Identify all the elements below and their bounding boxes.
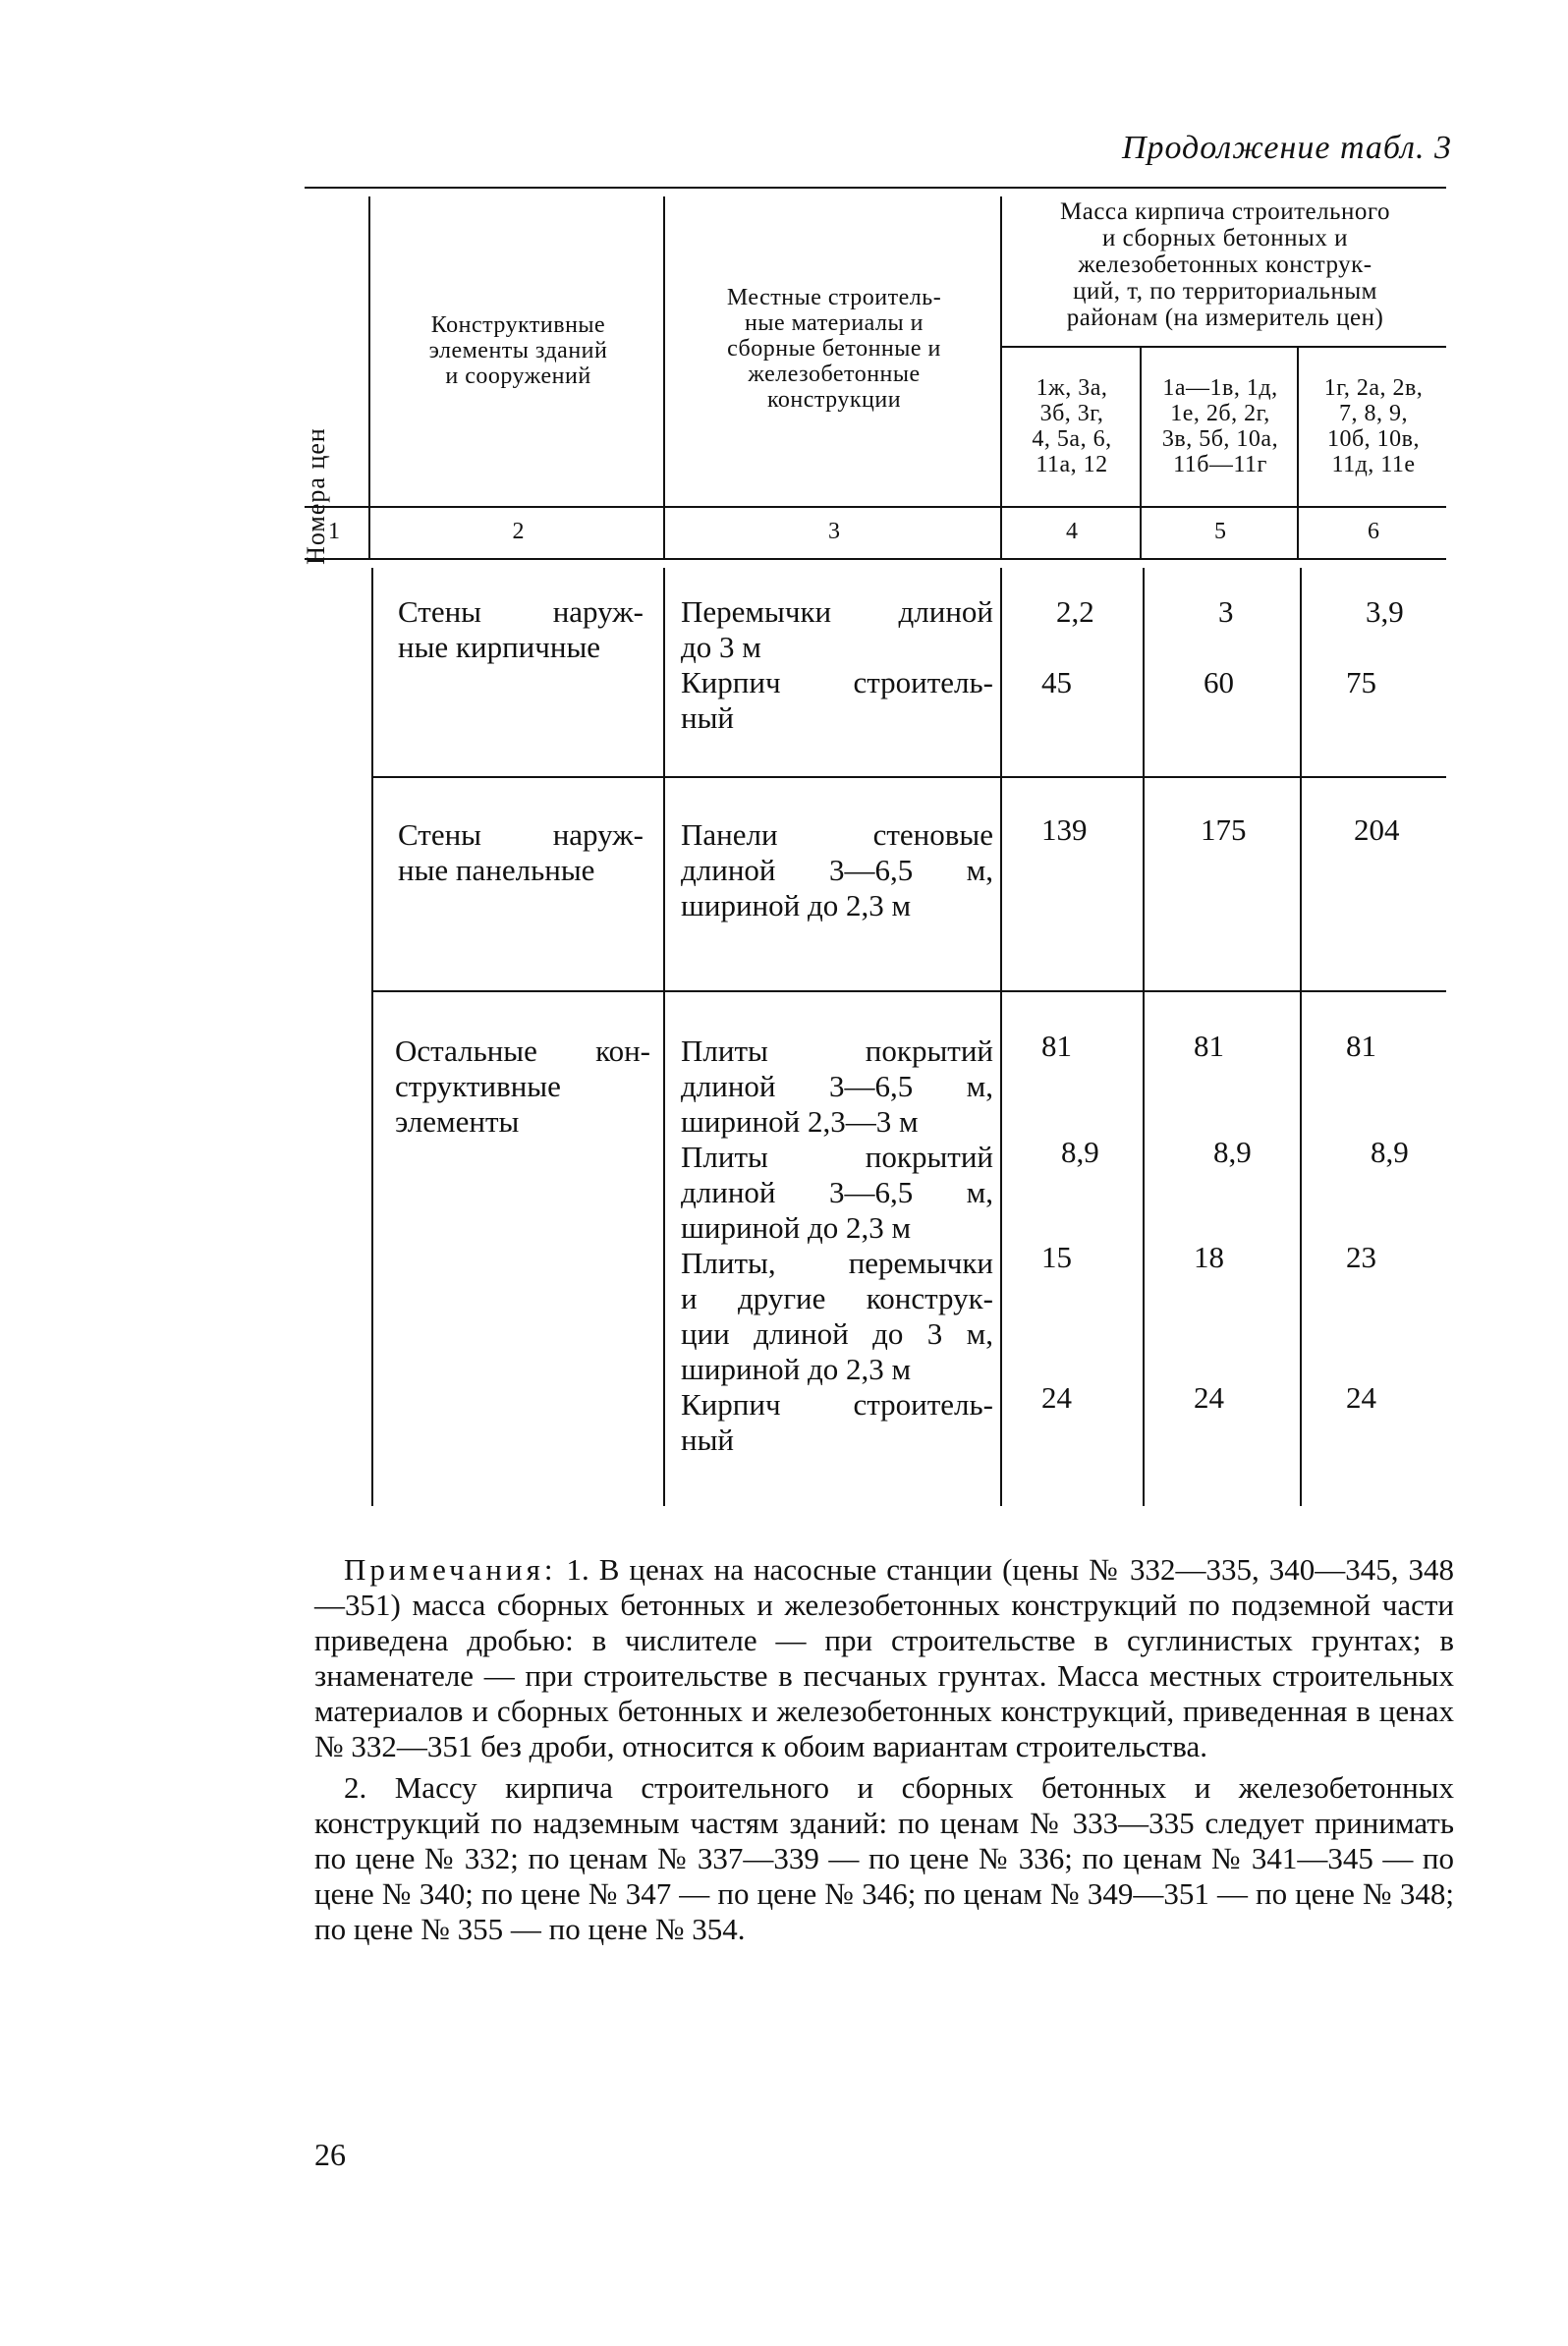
note-2: 2. Массу кирпича строительного и сборных бетонных и железобетонных конструкций по надземным частям зданий: по ценам № 333—335 следует принимать по цене № 332; по ценам № 337—339 — по цене № 336; по ценам № 341—345 — по цене № 340; по цене № 347 — по цене № 346; по ценам № 349—351 — по цене № 348; по цене № 355 — по цене № 354. xyxy=(314,1770,1454,1946)
row-material-cell: Панели стеновые длиной 3—6,5 м, шириной до 2,3 м xyxy=(681,817,993,922)
value-cell: 24 xyxy=(1346,1380,1376,1415)
value-cell: 8,9 xyxy=(1061,1135,1099,1169)
value-cell: 75 xyxy=(1346,665,1376,699)
notes-label: Примечания: xyxy=(344,1552,557,1587)
value-cell: 45 xyxy=(1041,665,1072,699)
col-divider xyxy=(1300,568,1302,1506)
col-divider xyxy=(663,196,665,558)
value-cell: 2,2 xyxy=(1056,594,1094,629)
col-divider xyxy=(1143,568,1145,1506)
value-cell: 8,9 xyxy=(1213,1135,1252,1169)
table-caption: Продолжение табл. 3 xyxy=(1121,130,1452,166)
note-1: Примечания: 1. В ценах на насосные станции (цены № 332—335, 340—345, 348—351) масса сборных бетонных и железобетонных конструкций по подземной части приведена дробью: в числителе — при строительстве в суглинистых грунтах; в знаменателе — при строительстве в песчаных грунтах. Масса местных строительных материалов и сборных бетонных и железобетонных конструкций, приведенная в ценах № 332—351 без дроби, относится к обоим вариантам строительства. xyxy=(314,1552,1454,1763)
header-region-group-1: 1ж, 3а, 3б, 3г, 4, 5а, 6, 11а, 12 xyxy=(1032,375,1112,477)
column-number: 6 xyxy=(1368,519,1379,544)
value-cell: 204 xyxy=(1354,812,1400,847)
header-bottom-rule xyxy=(305,506,1446,508)
header-region-group-2: 1а—1в, 1д, 1е, 2б, 2г, 3в, 5б, 10а, 11б—11г xyxy=(1161,375,1279,477)
column-number: 5 xyxy=(1214,519,1226,544)
value-cell: 81 xyxy=(1194,1029,1224,1063)
value-cell: 175 xyxy=(1201,812,1247,847)
header-region-group-3: 1г, 2а, 2в, 7, 8, 9, 10б, 10в, 11д, 11е xyxy=(1323,375,1424,477)
col-divider xyxy=(368,196,370,558)
value-cell: 81 xyxy=(1346,1029,1376,1063)
header-local-materials: Местные строитель- ные материалы и сборные бетонные и железобетонные конструкции xyxy=(726,285,942,413)
row-element-cell: Стены наруж- ные панельные xyxy=(398,817,644,887)
column-number: 2 xyxy=(512,519,525,544)
col-divider xyxy=(663,568,665,1506)
column-number: 1 xyxy=(328,519,340,544)
row-material-cell: Плиты покрытий длиной 3—6,5 м, шириной 2,3—3 м Плиты покрытий длиной 3—6,5 м, шириной до 2,3 м Плиты, перемычки и другие конструк- ции длиной до 3 м, шириной до 2,3 м Кирпич строитель- ный xyxy=(681,1033,993,1457)
value-cell: 15 xyxy=(1041,1240,1072,1274)
value-cell: 24 xyxy=(1194,1380,1224,1415)
value-cell: 23 xyxy=(1346,1240,1376,1274)
value-cell: 139 xyxy=(1041,812,1088,847)
row-divider xyxy=(373,990,1446,992)
column-number: 4 xyxy=(1066,519,1078,544)
value-cell: 3 xyxy=(1218,594,1234,629)
value-cell: 81 xyxy=(1041,1029,1072,1063)
row-material-cell: Перемычки длиной до 3 м Кирпич строитель- ный xyxy=(681,594,993,735)
col-divider xyxy=(1000,568,1002,1506)
col-divider xyxy=(371,568,373,1506)
row-element-cell: Остальные кон- структивные элементы xyxy=(395,1033,650,1139)
value-cell: 18 xyxy=(1194,1240,1224,1274)
value-cell: 8,9 xyxy=(1371,1135,1409,1169)
page-number: 26 xyxy=(314,2137,346,2172)
value-cell: 60 xyxy=(1204,665,1234,699)
header-structural-elements: Конструктивные элементы зданий и сооружений xyxy=(428,312,608,389)
colnum-bottom-rule xyxy=(305,558,1446,560)
column-number: 3 xyxy=(828,519,840,544)
header-mass: Масса кирпича строительного и сборных бетонных и железобетонных конструк- ций, т, по территориальным районам (на измеритель цен) xyxy=(1060,198,1390,331)
value-cell: 24 xyxy=(1041,1380,1072,1415)
value-cell: 3,9 xyxy=(1366,594,1404,629)
notes-section xyxy=(314,1552,1454,1947)
mass-header-rule xyxy=(1002,346,1446,348)
row-element-cell: Стены наруж- ные кирпичные xyxy=(398,594,644,664)
table-top-rule xyxy=(305,187,1446,189)
row-divider xyxy=(373,776,1446,778)
